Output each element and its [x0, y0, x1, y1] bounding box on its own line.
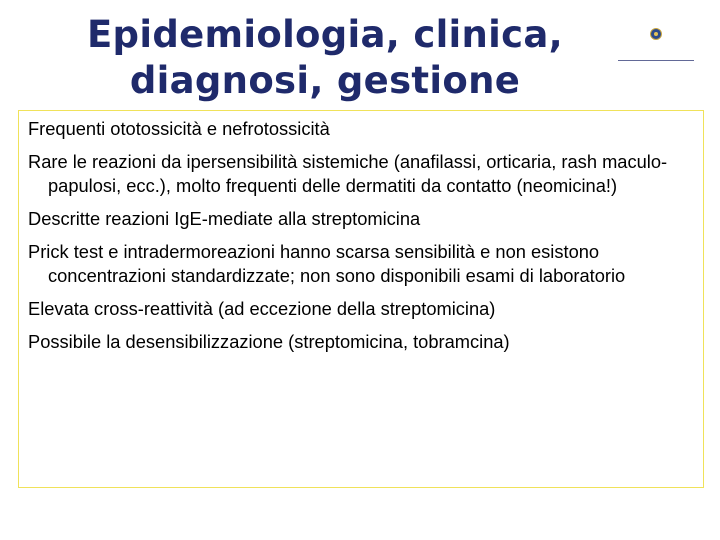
- emblem-icon: [650, 28, 662, 40]
- bullet-item: Frequenti ototossicità e nefrotossicità: [28, 118, 330, 139]
- slide-title: [40, 12, 610, 104]
- content-box: [18, 110, 704, 488]
- bullet-item: Elevata cross-reattività (ad eccezione della streptomicina): [28, 298, 496, 319]
- logo-divider: [618, 60, 694, 61]
- bullet-item: Prick test e intradermoreazioni hanno scarsa sensibilità e non esistono concentrazioni standardizzate; non sono disponibili esami di laboratorio: [28, 241, 626, 286]
- title-line: diagnosi, gestione: [129, 59, 521, 102]
- title-line: Epidemiologia, clinica,: [86, 13, 564, 56]
- bullet-item: Possibile la desensibilizzazione (streptomicina, tobramcina): [28, 331, 510, 352]
- institution-logo: [608, 24, 704, 66]
- bullet-item: Rare le reazioni da ipersensibilità sistemiche (anafilassi, orticaria, rash maculo-papulosi, ecc.), molto frequenti delle dermatiti da contatto (neomicina!): [28, 151, 668, 196]
- bullet-list: [28, 117, 693, 354]
- bullet-item: Descritte reazioni IgE-mediate alla streptomicina: [28, 208, 421, 229]
